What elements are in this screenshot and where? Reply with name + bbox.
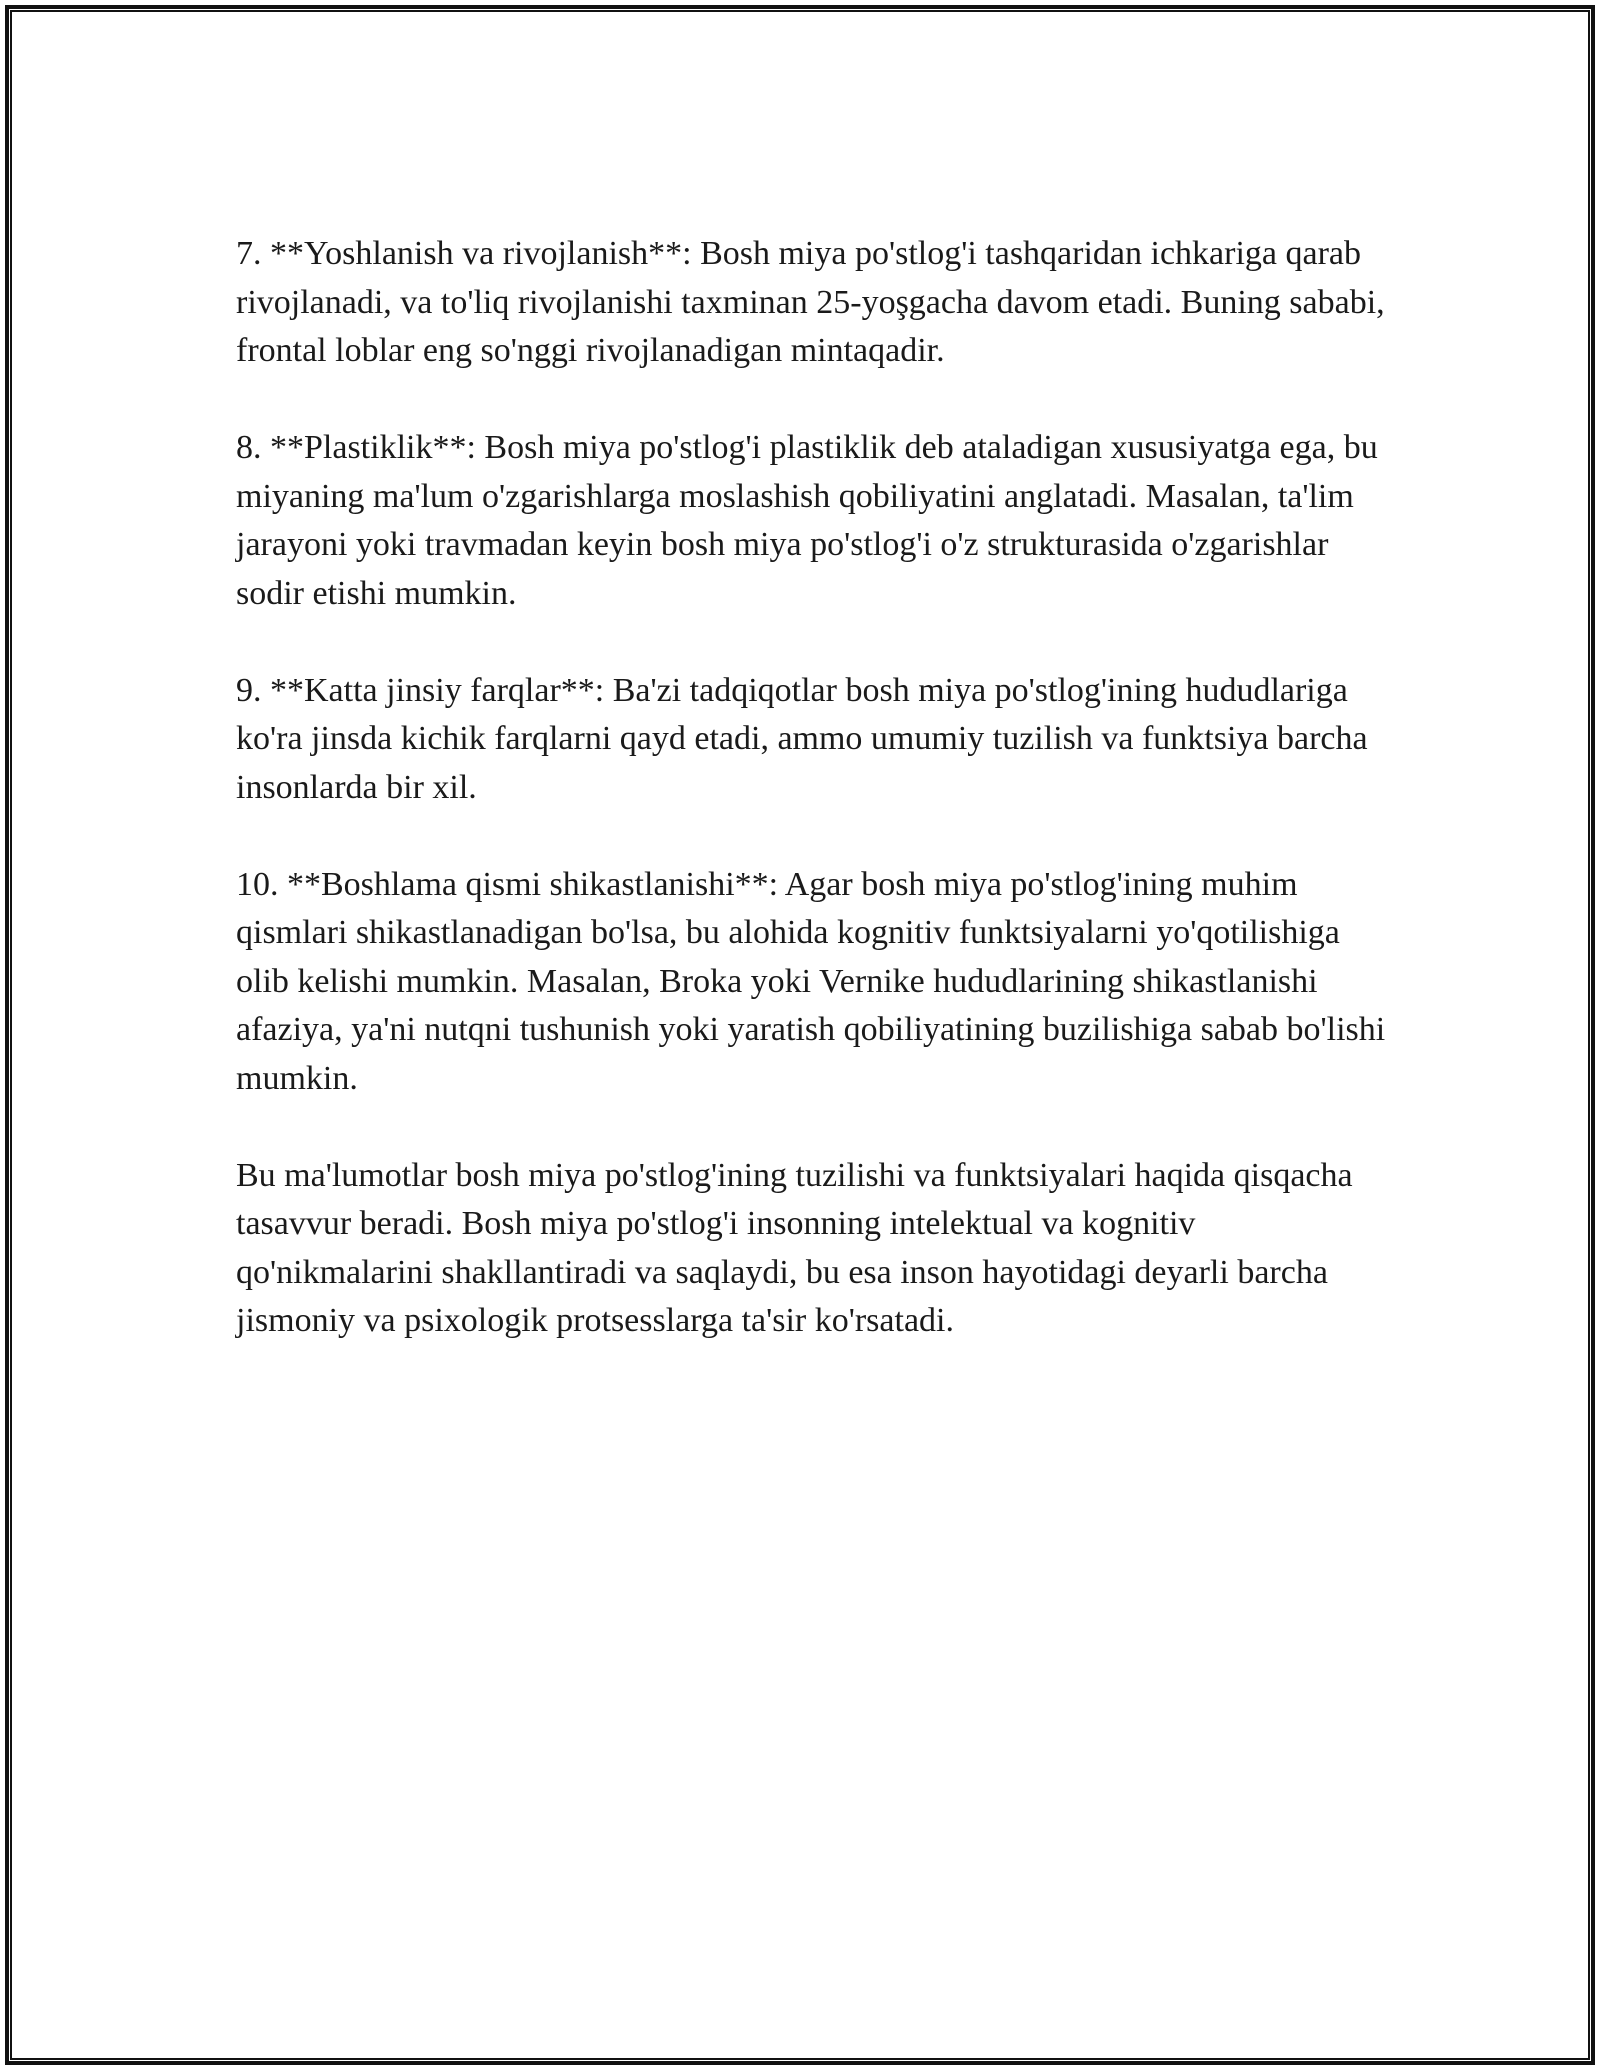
paragraph-item-10: 10. **Boshlama qismi shikastlanishi**: Agar bosh miya po'stlog'ining muhim qismlari shikastlanadigan bo'lsa, bu alohida kognitiv funktsiyalarni yo'qotilishiga olib kelishi mumkin. Masalan, Broka yoki Vernike hududlarining shikastlanishi afaziya, ya'ni nutqni tushunish yoki yaratish qobiliyatining buzilishiga sabab bo'lishi mumkin. — [236, 865, 1386, 1097]
paragraph-summary: Bu ma'lumotlar bosh miya po'stlog'ining tuzilishi va funktsiyalari haqida qisqacha tasavvur beradi. Bosh miya po'stlog'i insonning intelektual va kognitiv qo'nikmalarini shakllantiradi va saqlaydi, bu esa inson hayotidagi deyarli barcha jismoniy va psixologik protsesslarga ta'sir ko'rsatadi. — [236, 1156, 1353, 1339]
paragraph-item-9: 9. **Katta jinsiy farqlar**: Ba'zi tadqiqotlar bosh miya po'stlog'ining hududlariga ko'ra jinsda kichik farqlarni qayd etadi, ammo umumiy tuzilish va funktsiya barcha insonlarda bir xil. — [236, 671, 1368, 806]
document-body — [236, 230, 1386, 1394]
paragraph-item-7: 7. **Yoshlanish va rivojlanish**: Bosh miya po'stlog'i tashqaridan ichkariga qarab rivojlanadi, va to'liq rivojlanishi taxminan 25-yoşgacha davom etadi. Buning sababi, frontal loblar eng so'nggi rivojlanadigan mintaqadir. — [236, 235, 1385, 369]
paragraph-item-8: 8. **Plastiklik**: Bosh miya po'stlog'i plastiklik deb ataladigan xususiyatga ega, bu miyaning ma'lum o'zgarishlarga moslashish qobiliyatini anglatadi. Masalan, ta'lim jarayoni yoki travmadan keyin bosh miya po'stlog'i o'z strukturasida o'zgarishlar sodir etishi mumkin. — [236, 429, 1378, 612]
